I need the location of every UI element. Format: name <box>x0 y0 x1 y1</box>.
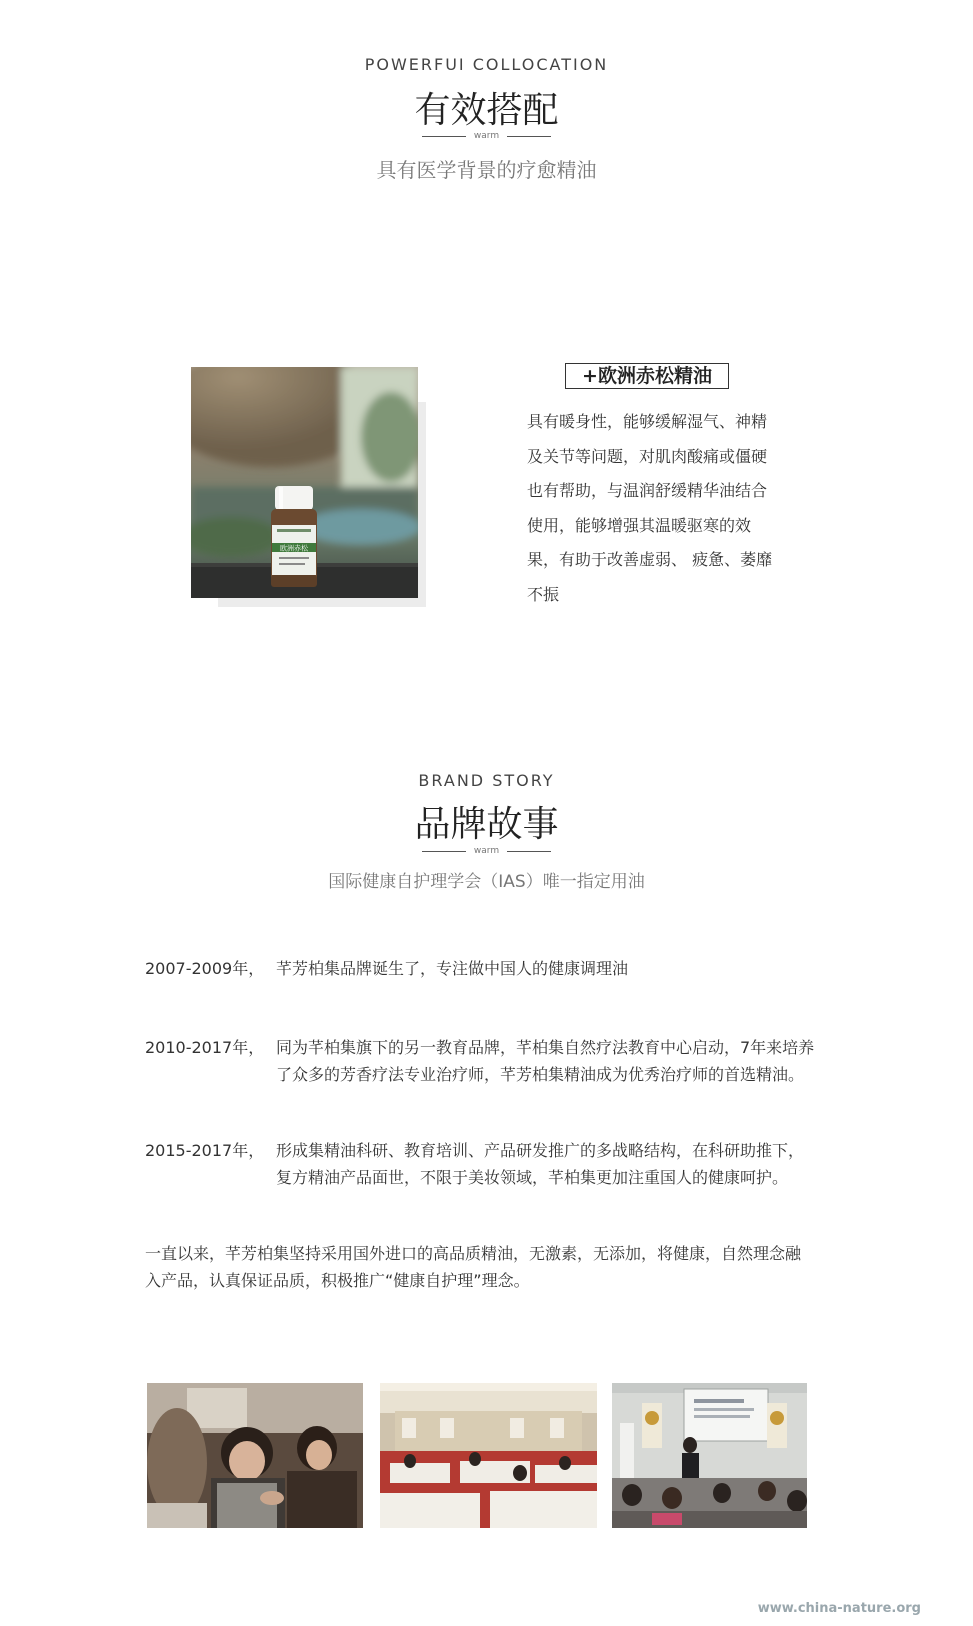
story-entry <box>145 1138 817 1218</box>
bottle-label-text: 欧洲赤松 <box>280 544 308 553</box>
story-photo-2 <box>380 1383 597 1528</box>
collocation-subtitle: 具有医学背景的疗愈精油 <box>376 158 597 182</box>
product-photo <box>191 367 418 598</box>
divider-line-left <box>422 851 466 852</box>
story-entry <box>145 956 817 983</box>
brand-story-en-title: BRAND STORY <box>418 771 555 790</box>
divider-warm-text: warm <box>473 846 500 856</box>
collocation-cn-title: 有效搭配 <box>414 90 559 131</box>
divider-line-right <box>507 136 551 137</box>
brand-story-divider <box>0 846 973 856</box>
story-entry-year: 2015-2017年， <box>145 1141 265 1160</box>
product-photo-image <box>191 367 418 598</box>
story-photo-3-image <box>612 1383 807 1528</box>
story-entry-text: 形成集精油科研、教育培训、产品研发推广的多战略结构，在科研助推下，复方精油产品面世，不限于美妆领域，芊柏集更加注重国人的健康呵护。 <box>276 1141 805 1187</box>
collocation-divider <box>0 131 973 141</box>
brand-story-subtitle: 国际健康自护理学会（IAS）唯一指定用油 <box>328 872 645 892</box>
product-description: 具有暖身性，能够缓解湿气、神精及关节等问题，对肌肉酸痛或僵硬也有帮助，与温润舒缓精华油结合使用，能够增强其温暖驱寒的效果，有助于改善虚弱、 疲惫、萎靡不振 <box>527 412 773 604</box>
story-photo-1 <box>147 1383 363 1528</box>
brand-story-cn-title: 品牌故事 <box>414 804 559 845</box>
divider-warm-text: warm <box>473 131 500 141</box>
story-entry-year: 2010-2017年， <box>145 1038 265 1057</box>
story-photo-2-image <box>380 1383 597 1528</box>
divider-line-left <box>422 136 466 137</box>
product-name-label: +欧洲赤松精油 <box>565 363 729 389</box>
divider-line-right <box>507 851 551 852</box>
story-closing: 一直以来，芊芳柏集坚持采用国外进口的高品质精油，无激素，无添加，将健康，自然理念融入产品，认真保证品质，积极推广“健康自护理”理念。 <box>145 1244 802 1290</box>
story-entry <box>145 1035 817 1115</box>
collocation-en-title: POWERFUI COLLOCATION <box>364 55 609 74</box>
story-photo-1-image <box>147 1383 363 1528</box>
story-entry-text: 芊芳柏集品牌诞生了，专注做中国人的健康调理油 <box>276 959 629 978</box>
story-entry-text: 同为芊柏集旗下的另一教育品牌，芊柏集自然疗法教育中心启动，7年来培养了众多的芳香疗法专业治疗师，芊芳柏集精油成为优秀治疗师的首选精油。 <box>276 1038 815 1084</box>
story-entry-year: 2007-2009年， <box>145 959 265 978</box>
watermark-text: www.china-nature.org <box>757 1601 921 1616</box>
story-photo-3 <box>612 1383 807 1528</box>
